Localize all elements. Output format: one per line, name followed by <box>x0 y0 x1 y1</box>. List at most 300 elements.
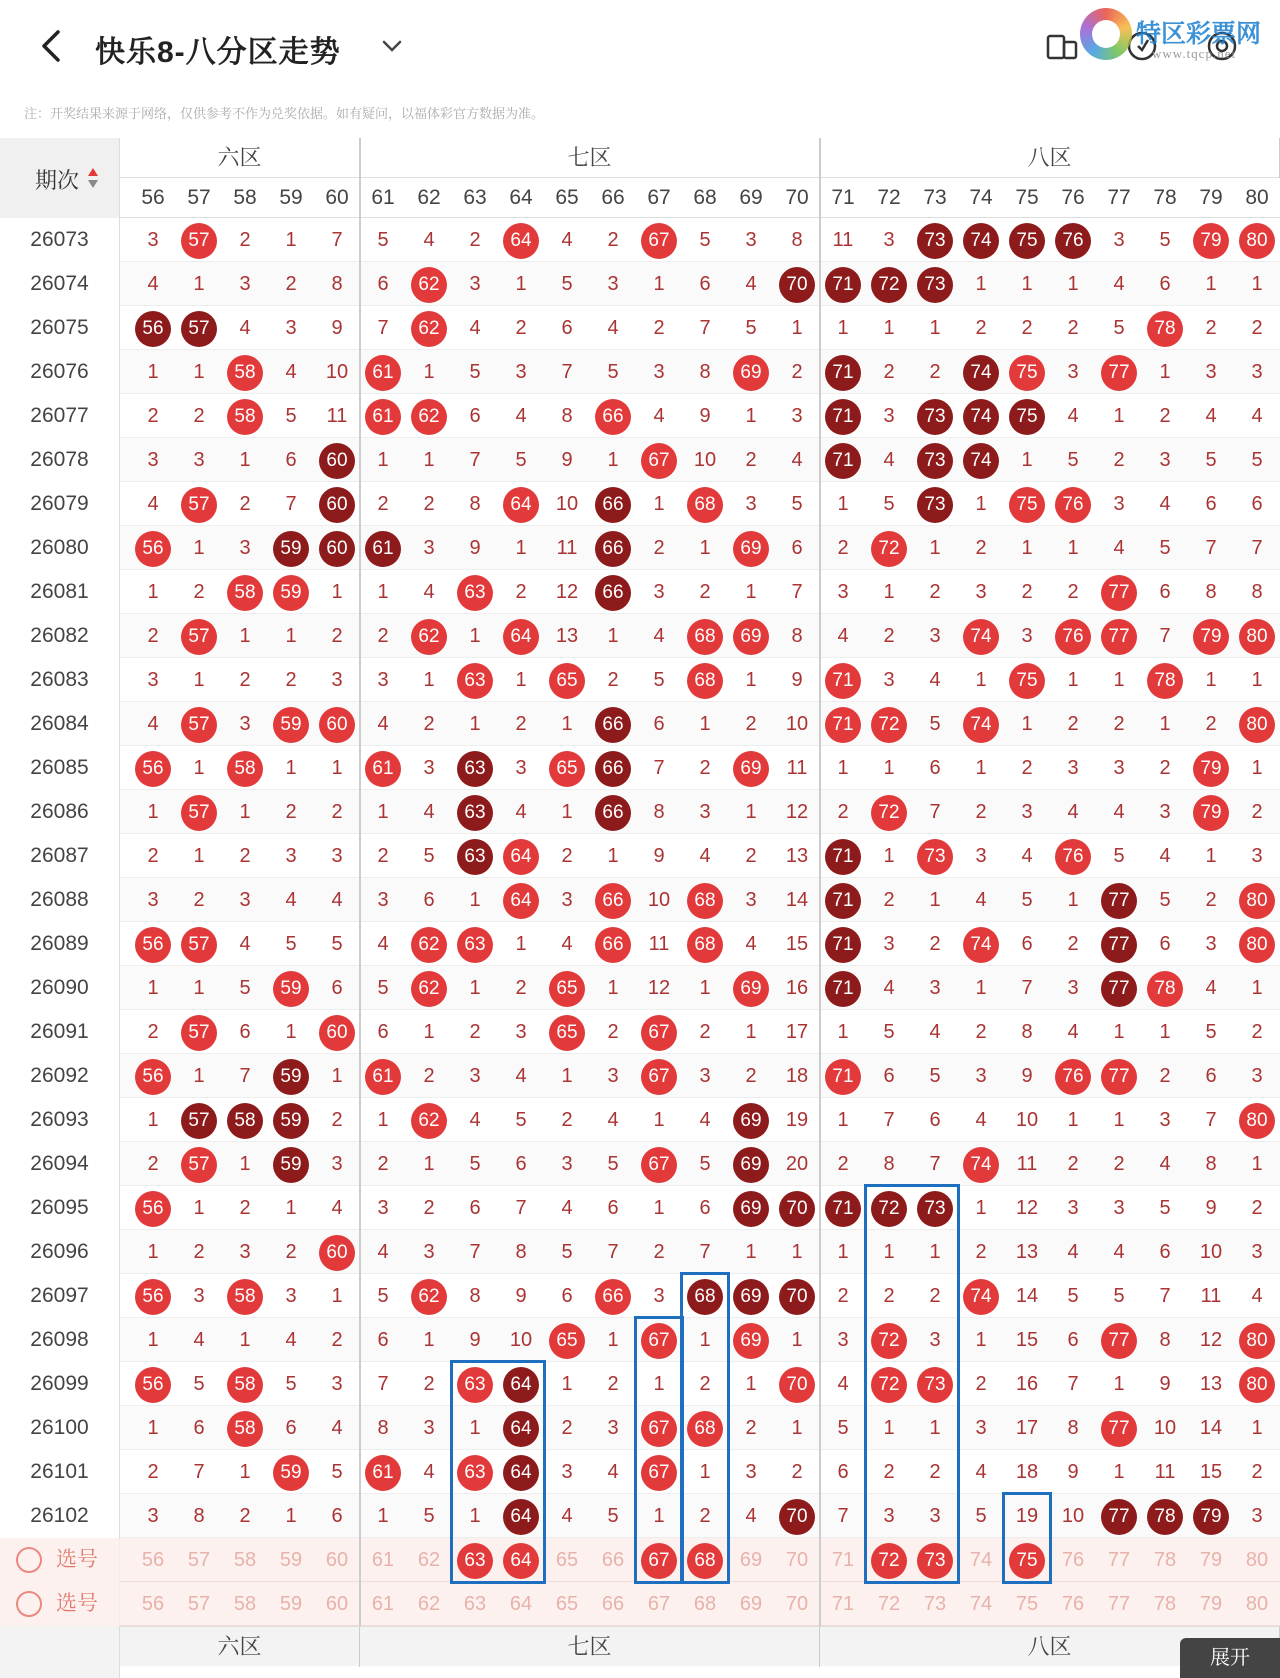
select-number[interactable]: 70 <box>785 1593 809 1615</box>
table-cell: 3 <box>1113 493 1125 515</box>
table-cell: 1 <box>377 1109 389 1131</box>
table-cell: 2 <box>147 1461 159 1483</box>
select-number[interactable]: 76 <box>1061 1593 1085 1615</box>
ball-number: 63 <box>457 1543 493 1579</box>
table-cell: 2 <box>929 933 941 955</box>
table-cell: 2 <box>193 581 205 603</box>
drawn-ball <box>222 1362 268 1406</box>
table-cell: 1 <box>377 1505 389 1527</box>
table-cell: 4 <box>1067 1241 1079 1263</box>
drawn-ball <box>314 702 360 746</box>
table-cell: 2 <box>791 1461 803 1483</box>
ball-number: 75 <box>1009 1543 1045 1579</box>
table-cell: 4 <box>1159 493 1171 515</box>
drawn-ball <box>590 702 636 746</box>
select-number[interactable]: 57 <box>187 1549 211 1571</box>
drawn-ball <box>590 1274 636 1318</box>
table-cell: 6 <box>1159 1241 1171 1263</box>
table-cell: 3 <box>1251 1241 1263 1263</box>
table-cell: 4 <box>975 1109 987 1131</box>
select-number[interactable]: 77 <box>1107 1593 1131 1615</box>
ball-number: 57 <box>181 795 217 831</box>
table-cell: 4 <box>377 1241 389 1263</box>
select-number[interactable]: 65 <box>555 1549 579 1571</box>
table-cell: 2 <box>423 1197 435 1219</box>
table-cell: 4 <box>423 1461 435 1483</box>
drawn-ball <box>222 1098 268 1142</box>
table-cell: 1 <box>377 801 389 823</box>
ball-number: 58 <box>227 751 263 787</box>
ball-number: 65 <box>549 971 585 1007</box>
table-cell: 10 <box>647 889 671 911</box>
table-row <box>0 306 1280 350</box>
select-number[interactable]: 80 <box>1245 1549 1269 1571</box>
drawn-ball <box>314 1010 360 1054</box>
radio-icon[interactable] <box>16 1547 42 1573</box>
drawn-ball <box>498 614 544 658</box>
select-number[interactable]: 76 <box>1061 1549 1085 1571</box>
table-cell: 3 <box>791 405 803 427</box>
select-number[interactable]: 72 <box>877 1593 901 1615</box>
table-cell: 9 <box>469 537 481 559</box>
table-cell: 4 <box>975 889 987 911</box>
table-cell: 8 <box>1251 581 1263 603</box>
ball-number: 73 <box>917 443 953 479</box>
drawn-ball <box>774 1186 820 1230</box>
select-number[interactable]: 58 <box>233 1593 257 1615</box>
table-cell: 2 <box>515 977 527 999</box>
table-cell: 4 <box>837 625 849 647</box>
ball-number: 67 <box>641 1543 677 1579</box>
table-cell: 9 <box>653 845 665 867</box>
table-cell: 3 <box>469 1065 481 1087</box>
table-cell: 3 <box>331 845 343 867</box>
table-cell: 2 <box>469 1021 481 1043</box>
table-cell: 3 <box>1251 1065 1263 1087</box>
drawn-ball <box>176 790 222 834</box>
select-number[interactable]: 61 <box>371 1549 395 1571</box>
ball-number: 65 <box>549 1323 585 1359</box>
table-cell: 7 <box>331 229 343 251</box>
zone-divider <box>359 138 361 1626</box>
ball-number: 58 <box>227 1103 263 1139</box>
table-cell: 2 <box>653 1241 665 1263</box>
select-number[interactable]: 56 <box>141 1593 165 1615</box>
table-cell: 1 <box>607 1329 619 1351</box>
drawn-ball <box>176 922 222 966</box>
ball-number: 72 <box>871 1367 907 1403</box>
select-number[interactable]: 74 <box>969 1593 993 1615</box>
table-cell: 1 <box>791 1241 803 1263</box>
table-cell: 3 <box>147 449 159 471</box>
table-cell: 2 <box>1205 889 1217 911</box>
select-label <box>0 1582 120 1626</box>
table-cell: 2 <box>745 1065 757 1087</box>
table-cell: 2 <box>653 317 665 339</box>
table-cell: 2 <box>607 1373 619 1395</box>
table-cell: 2 <box>515 317 527 339</box>
drawn-ball <box>406 262 452 306</box>
logo-mark-icon <box>1080 8 1132 60</box>
top-bar <box>0 0 1280 95</box>
table-cell: 16 <box>785 977 809 999</box>
table-cell: 2 <box>699 1373 711 1395</box>
select-number[interactable]: 69 <box>739 1549 763 1571</box>
table-cell: 5 <box>1159 1197 1171 1219</box>
number-header: 73 <box>923 186 947 209</box>
drawn-ball <box>958 1142 1004 1186</box>
table-cell: 1 <box>699 1461 711 1483</box>
table-cell: 4 <box>561 229 573 251</box>
table-cell: 5 <box>1159 889 1171 911</box>
table-cell: 3 <box>745 1461 757 1483</box>
number-header: 69 <box>739 186 763 209</box>
select-number[interactable]: 68 <box>693 1593 717 1615</box>
table-cell: 1 <box>1021 713 1033 735</box>
drawn-ball <box>636 1142 682 1186</box>
drawn-ball <box>1234 878 1280 922</box>
chevron-down-icon[interactable] <box>380 34 404 58</box>
select-number[interactable]: 62 <box>417 1593 441 1615</box>
table-cell: 2 <box>1067 317 1079 339</box>
table-cell: 7 <box>469 1241 481 1263</box>
drawn-ball <box>1096 878 1142 922</box>
table-cell: 1 <box>883 317 895 339</box>
table-cell: 5 <box>699 1153 711 1175</box>
table-cell: 1 <box>837 493 849 515</box>
table-cell: 7 <box>653 757 665 779</box>
select-number[interactable]: 57 <box>187 1593 211 1615</box>
select-number[interactable]: 80 <box>1245 1593 1269 1615</box>
table-cell: 7 <box>377 1373 389 1395</box>
table-cell: 4 <box>331 1417 343 1439</box>
ball-number: 57 <box>181 311 217 347</box>
table-cell: 1 <box>239 449 251 471</box>
drawn-ball <box>406 394 452 438</box>
drawn-ball <box>774 1274 820 1318</box>
table-cell: 2 <box>1067 713 1079 735</box>
drawn-ball <box>1004 658 1050 702</box>
table-cell: 1 <box>1113 1021 1125 1043</box>
table-cell: 2 <box>561 1109 573 1131</box>
table-cell: 6 <box>423 889 435 911</box>
table-cell: 4 <box>653 625 665 647</box>
select-number[interactable]: 61 <box>371 1593 395 1615</box>
ball-number: 65 <box>549 663 585 699</box>
table-cell: 4 <box>515 1065 527 1087</box>
ball-number: 61 <box>365 531 401 567</box>
table-cell: 3 <box>929 625 941 647</box>
table-cell: 9 <box>1067 1461 1079 1483</box>
ball-number: 71 <box>825 1059 861 1095</box>
table-cell: 5 <box>1159 229 1171 251</box>
drawn-ball <box>314 438 360 482</box>
table-cell: 1 <box>745 1373 757 1395</box>
drawn-ball <box>682 878 728 922</box>
table-cell: 3 <box>423 757 435 779</box>
period-cell: 26076 <box>0 350 120 394</box>
table-cell: 2 <box>1205 713 1217 735</box>
table-cell: 2 <box>331 1109 343 1131</box>
drawn-ball <box>1096 570 1142 614</box>
drawn-ball <box>130 1054 176 1098</box>
drawn-ball <box>130 306 176 350</box>
drawn-ball <box>820 834 866 878</box>
select-number[interactable]: 59 <box>279 1593 303 1615</box>
table-cell: 1 <box>193 537 205 559</box>
table-cell: 2 <box>377 493 389 515</box>
table-cell: 1 <box>1251 669 1263 691</box>
table-cell: 6 <box>285 449 297 471</box>
select-number[interactable]: 69 <box>739 1593 763 1615</box>
ball-number: 71 <box>825 927 861 963</box>
drawn-ball <box>1096 350 1142 394</box>
number-header: 64 <box>509 186 533 209</box>
period-cell: 26089 <box>0 922 120 966</box>
number-header: 67 <box>647 186 671 209</box>
drawn-ball <box>1050 218 1096 262</box>
table-cell: 3 <box>883 405 895 427</box>
table-cell: 2 <box>239 1505 251 1527</box>
ball-number: 58 <box>227 1279 263 1315</box>
table-cell: 2 <box>193 889 205 911</box>
table-cell: 2 <box>699 581 711 603</box>
ball-number: 66 <box>595 399 631 435</box>
ball-number: 79 <box>1193 795 1229 831</box>
period-cell: 26091 <box>0 1010 120 1054</box>
drawn-ball <box>958 218 1004 262</box>
table-cell: 6 <box>791 537 803 559</box>
table-cell: 2 <box>607 1021 619 1043</box>
select-number[interactable]: 62 <box>417 1549 441 1571</box>
select-number[interactable]: 77 <box>1107 1549 1131 1571</box>
table-cell: 1 <box>423 1329 435 1351</box>
select-number[interactable]: 79 <box>1199 1549 1223 1571</box>
select-number[interactable]: 64 <box>509 1593 533 1615</box>
table-cell: 1 <box>515 669 527 691</box>
table-cell: 1 <box>929 1417 941 1439</box>
table-cell: 18 <box>785 1065 809 1087</box>
drawn-ball <box>268 1142 314 1186</box>
drawn-ball <box>314 482 360 526</box>
drawn-ball <box>682 482 728 526</box>
table-cell: 5 <box>653 669 665 691</box>
table-cell: 4 <box>423 581 435 603</box>
select-number[interactable]: 63 <box>463 1593 487 1615</box>
ball-number: 66 <box>595 707 631 743</box>
table-cell: 1 <box>745 669 757 691</box>
table-cell: 4 <box>331 1197 343 1219</box>
drawn-ball <box>958 438 1004 482</box>
period-cell: 26083 <box>0 658 120 702</box>
table-cell: 1 <box>837 317 849 339</box>
table-cell: 1 <box>285 229 297 251</box>
table-cell: 17 <box>785 1021 809 1043</box>
select-number[interactable]: 65 <box>555 1593 579 1615</box>
select-number[interactable]: 75 <box>1015 1593 1039 1615</box>
table-cell: 2 <box>147 1153 159 1175</box>
table-cell: 1 <box>883 1241 895 1263</box>
select-number[interactable]: 78 <box>1153 1549 1177 1571</box>
select-number[interactable]: 59 <box>279 1549 303 1571</box>
select-number[interactable]: 71 <box>831 1549 855 1571</box>
number-header: 58 <box>233 186 257 209</box>
table-cell: 2 <box>285 669 297 691</box>
drawn-ball <box>176 1142 222 1186</box>
sort-icon[interactable] <box>87 166 99 190</box>
zone-header: 六区 <box>120 1627 360 1667</box>
period-cell: 26085 <box>0 746 120 790</box>
watermark-logo <box>1080 6 1270 66</box>
drawn-ball <box>130 1274 176 1318</box>
select-number[interactable]: 78 <box>1153 1593 1177 1615</box>
select-number[interactable]: 66 <box>601 1549 625 1571</box>
table-cell: 2 <box>1113 713 1125 735</box>
table-cell: 1 <box>607 845 619 867</box>
ball-number: 76 <box>1055 1059 1091 1095</box>
radio-icon[interactable] <box>16 1591 42 1617</box>
table-cell: 1 <box>469 889 481 911</box>
table-cell: 2 <box>1021 757 1033 779</box>
select-label-text: 选号 <box>56 1592 98 1615</box>
table-cell: 1 <box>561 1373 573 1395</box>
table-cell: 5 <box>515 449 527 471</box>
period-cell: 26086 <box>0 790 120 834</box>
drawn-ball <box>958 614 1004 658</box>
drawn-ball <box>774 1494 820 1538</box>
select-number[interactable]: 58 <box>233 1549 257 1571</box>
select-number[interactable]: 74 <box>969 1549 993 1571</box>
table-cell: 3 <box>515 1021 527 1043</box>
drawn-ball <box>820 262 866 306</box>
number-header: 78 <box>1153 186 1177 209</box>
table-cell: 1 <box>607 625 619 647</box>
drawn-ball <box>636 218 682 262</box>
select-number[interactable]: 73 <box>923 1593 947 1615</box>
table-cell: 7 <box>515 1197 527 1219</box>
drawn-ball <box>1142 1494 1188 1538</box>
drawn-ball <box>1004 218 1050 262</box>
table-cell: 6 <box>929 1109 941 1131</box>
table-cell: 11 <box>556 537 578 559</box>
table-cell: 3 <box>1205 933 1217 955</box>
ball-number: 80 <box>1239 883 1275 919</box>
table-cell: 1 <box>653 1197 665 1219</box>
table-cell: 6 <box>1159 933 1171 955</box>
select-number[interactable]: 67 <box>647 1593 671 1615</box>
table-cell: 3 <box>285 1285 297 1307</box>
drawn-ball <box>1004 394 1050 438</box>
number-header: 75 <box>1015 186 1039 209</box>
table-cell: 5 <box>561 273 573 295</box>
select-number[interactable]: 56 <box>141 1549 165 1571</box>
highlight-box <box>680 1272 730 1584</box>
table-cell: 4 <box>193 1329 205 1351</box>
drawn-ball <box>728 526 774 570</box>
back-arrow-icon[interactable] <box>34 26 68 66</box>
table-cell: 1 <box>699 1329 711 1351</box>
table-cell: 3 <box>1251 361 1263 383</box>
select-number[interactable]: 71 <box>831 1593 855 1615</box>
number-select-row[interactable] <box>0 1582 1280 1626</box>
table-cell: 1 <box>147 1109 159 1131</box>
table-cell: 3 <box>1159 801 1171 823</box>
table-cell: 8 <box>1067 1417 1079 1439</box>
ball-number: 74 <box>963 399 999 435</box>
zone-header-row <box>120 138 1280 178</box>
ball-number: 74 <box>963 619 999 655</box>
table-cell: 1 <box>147 977 159 999</box>
table-cell: 4 <box>331 889 343 911</box>
table-cell: 14 <box>1199 1417 1223 1439</box>
select-number[interactable]: 79 <box>1199 1593 1223 1615</box>
table-cell: 3 <box>883 1505 895 1527</box>
table-cell: 5 <box>1067 449 1079 471</box>
number-header: 71 <box>831 186 855 209</box>
device-icon[interactable] <box>1044 28 1080 64</box>
table-cell: 11 <box>1016 1153 1038 1175</box>
expand-button[interactable]: 展开 <box>1180 1638 1280 1678</box>
period-cell: 26081 <box>0 570 120 614</box>
table-cell: 1 <box>1021 537 1033 559</box>
table-cell: 1 <box>837 1021 849 1043</box>
period-cell: 26099 <box>0 1362 120 1406</box>
drawn-ball <box>1050 834 1096 878</box>
table-row <box>0 1142 1280 1186</box>
period-cell: 26102 <box>0 1494 120 1538</box>
table-cell: 1 <box>1251 757 1263 779</box>
period-cell: 26073 <box>0 218 120 262</box>
table-cell: 5 <box>193 1373 205 1395</box>
highlight-box <box>1002 1492 1052 1584</box>
table-cell: 13 <box>1199 1373 1223 1395</box>
table-cell: 2 <box>1021 581 1033 603</box>
table-row <box>0 1230 1280 1274</box>
table-cell: 4 <box>745 933 757 955</box>
select-number[interactable]: 60 <box>325 1593 349 1615</box>
table-cell: 6 <box>1067 1329 1079 1351</box>
table-cell: 6 <box>699 1197 711 1219</box>
drawn-ball <box>544 746 590 790</box>
select-number[interactable]: 66 <box>601 1593 625 1615</box>
number-header: 57 <box>187 186 211 209</box>
table-cell: 8 <box>1021 1021 1033 1043</box>
drawn-ball <box>176 702 222 746</box>
table-cell: 11 <box>326 405 348 427</box>
drawn-ball <box>544 1010 590 1054</box>
table-cell: 1 <box>929 889 941 911</box>
ball-number: 69 <box>733 1147 769 1183</box>
table-cell: 8 <box>561 405 573 427</box>
table-row <box>0 1054 1280 1098</box>
ball-number: 76 <box>1055 223 1091 259</box>
table-cell: 19 <box>785 1109 809 1131</box>
table-cell: 7 <box>883 1109 895 1131</box>
select-number[interactable]: 60 <box>325 1549 349 1571</box>
drawn-ball <box>590 570 636 614</box>
period-header[interactable] <box>0 138 120 218</box>
table-cell: 4 <box>653 405 665 427</box>
table-cell: 4 <box>147 493 159 515</box>
select-number[interactable]: 70 <box>785 1549 809 1571</box>
table-cell: 2 <box>607 669 619 691</box>
table-cell: 8 <box>515 1241 527 1263</box>
drawn-ball <box>406 614 452 658</box>
ball-number: 64 <box>503 1411 539 1447</box>
ball-number: 59 <box>273 1103 309 1139</box>
table-cell: 1 <box>837 1241 849 1263</box>
table-cell: 3 <box>1113 757 1125 779</box>
